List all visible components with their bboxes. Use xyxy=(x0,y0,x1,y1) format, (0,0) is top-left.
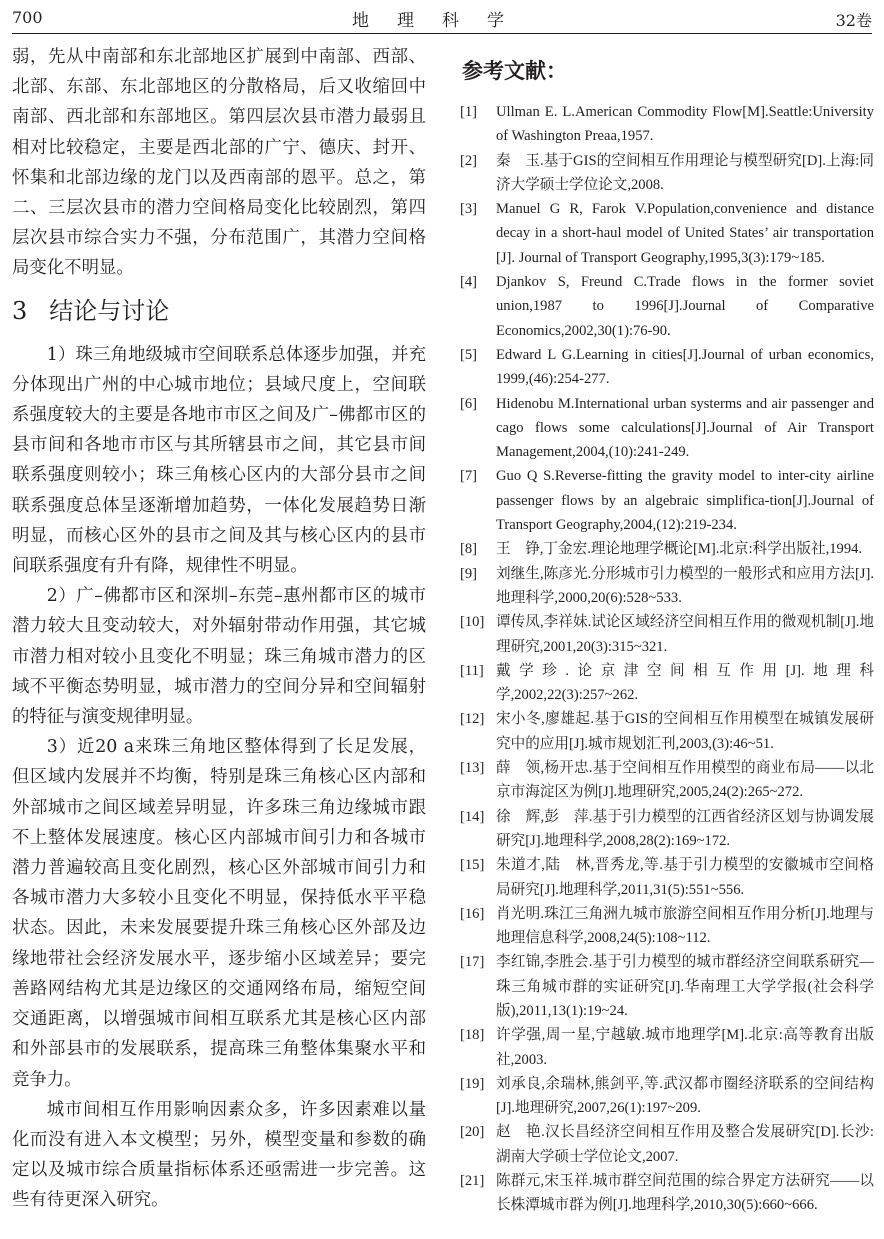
paragraph-conclusion-2: 2）广–佛都市区和深圳–东莞–惠州都市区的城市潜力较大且变动较大，对外辐射带动作用强，其它城市潜力相对较小且变化不明显；珠三角城市潜力的区域不平衡态势明显，城市潜力的空间分异和空间辐射的特征与演变规律明显。 xyxy=(12,586,426,728)
reference-item xyxy=(460,610,874,659)
reference-text: 朱道才,陆 林,晋秀龙,等.基于引力模型的安徽城市空间格局研究[J].地理科学,2011,31(5):551~556. xyxy=(496,857,874,898)
reference-text: 刘承良,余瑞林,熊剑平,等.武汉都市圈经济联系的空间结构[J].地理研究,2007,26(1):197~209. xyxy=(496,1075,874,1117)
reference-text: 薛 领,杨开忠.基于空间相互作用模型的商业布局——以北京市海淀区为例[J].地理研究,2005,24(2):265~272. xyxy=(496,760,874,801)
reference-item xyxy=(460,1169,874,1218)
reference-text: 徐 辉,彭 萍.基于引力模型的江西省经济区划与协调发展研究[J].地理科学,2008,28(2):169~172. xyxy=(496,808,874,849)
reference-item xyxy=(460,1023,874,1072)
reference-item xyxy=(460,392,874,465)
references-heading: 参考文献： xyxy=(462,59,567,83)
reference-index: [2] xyxy=(460,152,478,169)
reference-text: Guo Q S.Reverse-fitting the gravity model to inter-city airline passenger flows by an algebraic simplifica-tion[J].Journal of Transport Geography,2004,(12):219-234. xyxy=(496,468,874,534)
reference-item xyxy=(460,100,874,149)
reference-item xyxy=(460,853,874,902)
reference-index: [1] xyxy=(460,104,478,120)
reference-index: [12] xyxy=(460,711,485,728)
reference-item xyxy=(460,707,874,756)
reference-index: [11] xyxy=(460,662,484,679)
reference-index: [13] xyxy=(460,760,485,777)
reference-text: 刘继生,陈彦光.分形城市引力模型的一般形式和应用方法[J].地理科学,2000,20(6):528~533. xyxy=(496,565,874,606)
reference-index: [10] xyxy=(460,614,485,631)
reference-index: [17] xyxy=(460,954,485,971)
body-column xyxy=(12,42,426,1216)
continued-paragraph: 弱，先从中南部和东北部地区扩展到中南部、西部、北部、东部、东北部地区的分散格局，后又收缩回中南部、西北部和东部地区。第四层次县市潜力最弱且相对比较稳定，主要是西北部的广宁、德庆、封开、怀集和北部边缘的龙门以及西南部的恩平。总之，第二、三层次县市的潜力空间格局变化比较剧烈，第四层次县市综合实力不强，分布范围广，其潜力空间格局变化不明显。 xyxy=(12,47,426,279)
reference-item xyxy=(460,343,874,392)
reference-index: [8] xyxy=(460,541,478,558)
reference-index: [6] xyxy=(460,395,478,412)
reference-item xyxy=(460,149,874,198)
paragraph-discussion: 城市间相互作用影响因素众多，许多因素难以量化而没有进入本文模型；另外，模型变量和参数的确定以及城市综合质量指标体系还亟需进一步完善。这些有待更深入研究。 xyxy=(12,1099,426,1211)
reference-list xyxy=(460,100,874,1218)
reference-index: [4] xyxy=(460,274,478,291)
reference-item xyxy=(460,659,874,708)
reference-index: [19] xyxy=(460,1075,485,1092)
reference-item xyxy=(460,464,874,537)
section-heading xyxy=(12,294,426,328)
reference-text: Hidenobu M.International urban systerms and air passenger and cago flows some calculations[J].Journal of Air Transport Management,2004,(10):241-249. xyxy=(496,395,874,461)
reference-text: 戴学珍.论京津空间相互作用[J].地理科学,2002,22(3):257~262. xyxy=(496,662,874,704)
paragraph-conclusion-1: 1）珠三角地级城市空间联系总体逐步加强，并充分体现出广州的中心城市地位；县域尺度上，空间联系强度较大的主要是各地市市区之间及广–佛都市区的县市间和各地市市区与其所辖县市之间，其它县市间联系强度则较小；珠三角核心区内的大部分县市之间联系强度总体呈逐渐增加趋势，一体化发展趋势日渐明显，而核心区外的县市之间及其与核心区内的县市间联系强度有升有降，规律性不明显。 xyxy=(12,344,426,577)
reference-index: [3] xyxy=(460,201,478,218)
reference-index: [20] xyxy=(460,1124,485,1141)
reference-index: [15] xyxy=(460,857,485,874)
reference-item xyxy=(460,1072,874,1121)
section-title: 结论与讨论 xyxy=(49,296,170,325)
reference-index: [14] xyxy=(460,808,485,825)
references-column xyxy=(460,56,874,1218)
reference-text: 陈群元,宋玉祥.城市群空间范围的综合界定方法研究——以长株潭城市群为例[J].地理科学,2010,30(5):660~666. xyxy=(496,1173,874,1214)
reference-item xyxy=(460,950,874,1023)
reference-index: [18] xyxy=(460,1027,485,1044)
reference-text: Ullman E. L.American Commodity Flow[M].Seattle:University of Washington Preaa,1957. xyxy=(496,104,874,145)
running-header xyxy=(12,6,872,31)
reference-item xyxy=(460,270,874,343)
reference-item xyxy=(460,805,874,854)
reference-index: [21] xyxy=(460,1173,485,1190)
reference-index: [7] xyxy=(460,468,478,485)
reference-index: [16] xyxy=(460,905,485,922)
volume-label: 32卷 xyxy=(835,11,872,30)
page-number: 700 xyxy=(12,8,43,27)
reference-text: Edward L G.Learning in cities[J].Journal of urban economics, 1999,(46):254-277. xyxy=(496,346,874,388)
reference-text: 王 铮,丁金宏.理论地理学概论[M].北京:科学出版社,1994. xyxy=(496,541,863,558)
reference-text: Manuel G R, Farok V.Population,convenience and distance decay in a short-haul model of United States’ air transportation [J]. Journal of Transport Geography,1995,3(3):179~185. xyxy=(496,201,874,266)
reference-item xyxy=(460,537,874,561)
reference-text: 宋小冬,廖雄起.基于GIS的空间相互作用模型在城镇发展研究中的应用[J].城市规划汇刊,2003,(3):46~51. xyxy=(496,711,874,752)
reference-item xyxy=(460,197,874,270)
reference-index: [5] xyxy=(460,346,478,363)
reference-item xyxy=(460,562,874,611)
reference-item xyxy=(460,756,874,805)
reference-index: [9] xyxy=(460,565,478,582)
section-number: 3 xyxy=(12,296,28,325)
reference-text: 秦 玉.基于GIS的空间相互作用理论与模型研究[D].上海:同济大学硕士学位论文,2008. xyxy=(496,152,874,193)
reference-text: 肖光明.珠江三角洲九城市旅游空间相互作用分析[J].地理与地理信息科学,2008,24(5):108~112. xyxy=(496,905,874,947)
reference-item xyxy=(460,1120,874,1169)
reference-text: Djankov S, Freund C.Trade flows in the former soviet union,1987 to 1996[J].Journal of Comparative Economics,2002,30(1):76-90. xyxy=(496,274,874,339)
reference-text: 赵 艳.汉长昌经济空间相互作用及整合发展研究[D].长沙:湖南大学硕士学位论文,2007. xyxy=(496,1124,874,1165)
reference-text: 许学强,周一星,宁越敏.城市地理学[M].北京:高等教育出版社,2003. xyxy=(496,1027,874,1068)
header-rule xyxy=(12,33,872,34)
paragraph-conclusion-3: 3）近20 a来珠三角地区整体得到了长足发展，但区域内发展并不均衡，特别是珠三角核心区内部和外部城市之间区域差异明显，许多珠三角边缘城市跟不上整体发展速度。核心区内部城市间引力和各城市潜力普遍较高且变化剧烈，核心区外部城市间引力和各城市潜力大多较小且变化不明显，保持低水平平稳状态。因此，未来发展要提升珠三角核心区外部及边缘地带社会经济发展水平，逐步缩小区域差异；要完善路网结构尤其是边缘区的交通网络布局，缩短空间交通距离，以增强城市间相互联系尤其是核心区内部和外部县市的发展联系，提高珠三角整体集聚水平和竞争力。 xyxy=(12,737,426,1090)
reference-text: 李红锦,李胜会.基于引力模型的城市群经济空间联系研究—珠三角城市群的实证研究[J].华南理工大学学报(社会科学版),2011,13(1):19~24. xyxy=(496,954,874,1019)
reference-text: 谭传凤,李祥妹.试论区域经济空间相互作用的微观机制[J].地理研究,2001,20(3):315~321. xyxy=(496,614,874,655)
reference-item xyxy=(460,902,874,951)
journal-title: 地理科学 xyxy=(352,11,532,31)
